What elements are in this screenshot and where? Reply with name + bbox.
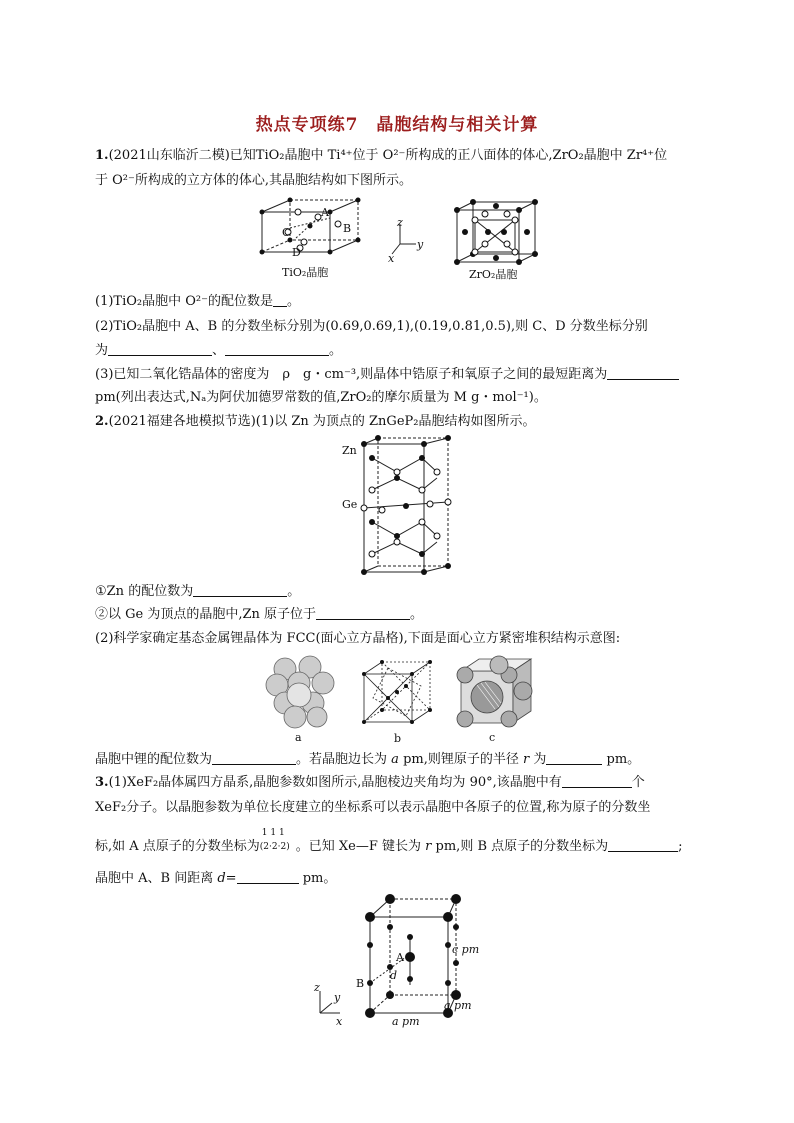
label-ge: Ge xyxy=(342,498,358,511)
q1-part3 xyxy=(95,365,715,384)
q1-axes-icon xyxy=(386,216,426,265)
q3-text4: 晶胞中 A、B 间距离 xyxy=(95,871,214,886)
atom-a-label: A xyxy=(321,206,329,219)
q3-b-coordinate-blank[interactable] xyxy=(608,838,678,852)
q2-sub1-end: 。 xyxy=(287,584,301,599)
q1-part2-line2 xyxy=(95,341,715,360)
zro2-cell-figure xyxy=(455,200,545,280)
atom-b-label: B xyxy=(343,222,352,235)
q2-sub2 xyxy=(95,605,715,624)
q2-sub1 xyxy=(95,582,715,601)
q1-part2-start: 为 xyxy=(95,343,109,358)
q3-var-r: r xyxy=(425,839,432,854)
q2-part3-is: 为 xyxy=(533,752,547,767)
q1-number: 1. xyxy=(95,148,109,163)
q2-number: 2. xyxy=(95,414,109,429)
q1-line1 xyxy=(95,146,715,165)
q2-zn-coordination-blank[interactable] xyxy=(193,583,287,597)
q2-part3-unit: pm。 xyxy=(606,752,641,767)
axis-x: x xyxy=(388,252,395,265)
q3-text1: (1)XeF₂晶体属四方晶系,晶胞参数如图所示,晶胞棱边夹角均为 90°,该晶胞中有 xyxy=(108,775,562,790)
fig-a-pm-bottom: a pm xyxy=(392,1015,420,1028)
axis-y: y xyxy=(417,238,424,251)
q2-sub2-end: 。 xyxy=(410,607,424,622)
q1-part1-end: 。 xyxy=(286,294,300,309)
q3-text3-b: pm,则 B 点原子的分数坐标为 xyxy=(435,839,609,854)
q3-line3 xyxy=(95,828,715,856)
q1-text1: (2021山东临沂二模)已知TiO₂晶胞中 Ti⁴⁺位于 O²⁻所构成的正八面体的体心,ZrO₂晶胞中 Zr⁴⁺位 xyxy=(108,148,668,163)
q3-text3: 标,如 A 点原子的分数坐标为 xyxy=(95,839,260,854)
q1-part3-line2: pm(列出表达式,Nₐ为阿伏加德罗常数的值,ZrO₂的摩尔质量为 M g・mol⁻¹)。 xyxy=(95,390,547,405)
q1-distance-blank[interactable] xyxy=(607,366,679,380)
q2-part3-text: 晶胞中锂的配位数为 xyxy=(95,752,213,767)
fcc-cell-figure-b xyxy=(360,660,440,746)
q1-text2: 于 O²⁻所构成的立方体的体心,其晶胞结构如下图所示。 xyxy=(95,173,412,188)
q3-frac-top: 1 1 1 xyxy=(261,828,285,838)
q1-part2-end: 。 xyxy=(329,343,343,358)
xef2-cell-figure xyxy=(310,895,490,1030)
q3-line4 xyxy=(95,869,715,888)
atom-d-label: D xyxy=(292,246,301,259)
q1-part1-blank[interactable] xyxy=(273,293,287,307)
q2-sub2-text: ②以 Ge 为顶点的晶胞中,Zn 原子位于 xyxy=(95,607,317,622)
tio2-cell-figure xyxy=(260,198,360,278)
q2-zn-position-blank[interactable] xyxy=(316,606,410,620)
q1-d-blank[interactable] xyxy=(225,342,329,356)
q1-c-blank[interactable] xyxy=(108,342,212,356)
znGeP2-cell-figure xyxy=(342,438,452,578)
q2-part3-edge: 。若晶胞边长为 xyxy=(296,752,388,767)
q3-count-blank[interactable] xyxy=(562,774,632,788)
q3-distance-blank[interactable] xyxy=(237,870,299,884)
q3-text1-end: 个 xyxy=(631,775,645,790)
q3-var-d: d= xyxy=(217,871,237,886)
q3-frac-bottom: (2·2·2) xyxy=(259,842,290,852)
q2-part3 xyxy=(95,750,715,769)
q3-text2: XeF₂分子。以晶胞参数为单位长度建立的坐标系可以表示晶胞中各原子的位置,称为原子的分数坐 xyxy=(95,800,651,815)
fig-a-pm-side: a pm xyxy=(444,999,472,1012)
q3-axis-y: y xyxy=(334,991,341,1004)
tio2-caption: TiO₂晶胞 xyxy=(282,266,329,279)
q3-text3-end: ; xyxy=(678,839,683,854)
q2-li-coordination-blank[interactable] xyxy=(212,751,296,765)
fcc-sphere-figure-a xyxy=(265,655,335,745)
q2-line1 xyxy=(95,412,715,431)
q3-a-coordinate xyxy=(259,828,296,852)
fig-atom-b: B xyxy=(356,977,365,990)
q3-number: 3. xyxy=(95,775,109,790)
axis-z: z xyxy=(397,216,403,229)
q2-part3-radius: pm,则锂原子的半径 xyxy=(403,752,519,767)
atom-c-label: C xyxy=(282,226,291,239)
fcc-packing-figure-c xyxy=(455,655,535,745)
q3-text4-unit: pm。 xyxy=(302,871,337,886)
q1-part2-sep: 、 xyxy=(212,343,226,358)
q2-text1: (2021福建各地模拟节选)(1)以 Zn 为顶点的 ZnGeP₂晶胞结构如图所示。 xyxy=(108,414,536,429)
q3-line1 xyxy=(95,773,715,792)
fig-d-label: d xyxy=(390,969,398,982)
q2-part2-text: (2)科学家确定基态金属锂晶体为 FCC(面心立方晶格),下面是面心立方紧密堆积结构示意图: xyxy=(95,631,621,646)
fig-c-label: c xyxy=(489,731,496,744)
fig-atom-a: A xyxy=(396,951,404,964)
fig-b-label: b xyxy=(394,732,402,745)
q1-part3-text: (3)已知二氧化锆晶体的密度为 ρ g・cm⁻³,则晶体中锆原子和氧原子之间的最短距离为 xyxy=(95,367,608,382)
q2-sub1-text: ①Zn 的配位数为 xyxy=(95,584,194,599)
q2-radius-blank[interactable] xyxy=(546,751,602,765)
q1-part1-text: (1)TiO₂晶胞中 O²⁻的配位数是 xyxy=(95,294,273,309)
fig-c-pm: c pm xyxy=(452,943,480,956)
q3-text3-bond: 。已知 Xe—F 键长为 xyxy=(295,839,422,854)
label-zn: Zn xyxy=(342,444,357,457)
q1-part2-text: (2)TiO₂晶胞中 A、B 的分数坐标分别为(0.69,0.69,1),(0.19,0.81,0.5),则 C、D 分数坐标分别 xyxy=(95,319,648,334)
q1-part1 xyxy=(95,292,715,311)
zro2-caption: ZrO₂晶胞 xyxy=(469,268,518,281)
page-title: 热点专项练7 晶胞结构与相关计算 xyxy=(255,115,539,135)
q3-axis-z: z xyxy=(314,981,320,994)
q3-axis-x: x xyxy=(336,1015,343,1028)
q2-var-r: r xyxy=(523,752,530,767)
q2-var-a: a xyxy=(391,752,399,767)
fig-a-label: a xyxy=(295,731,302,744)
